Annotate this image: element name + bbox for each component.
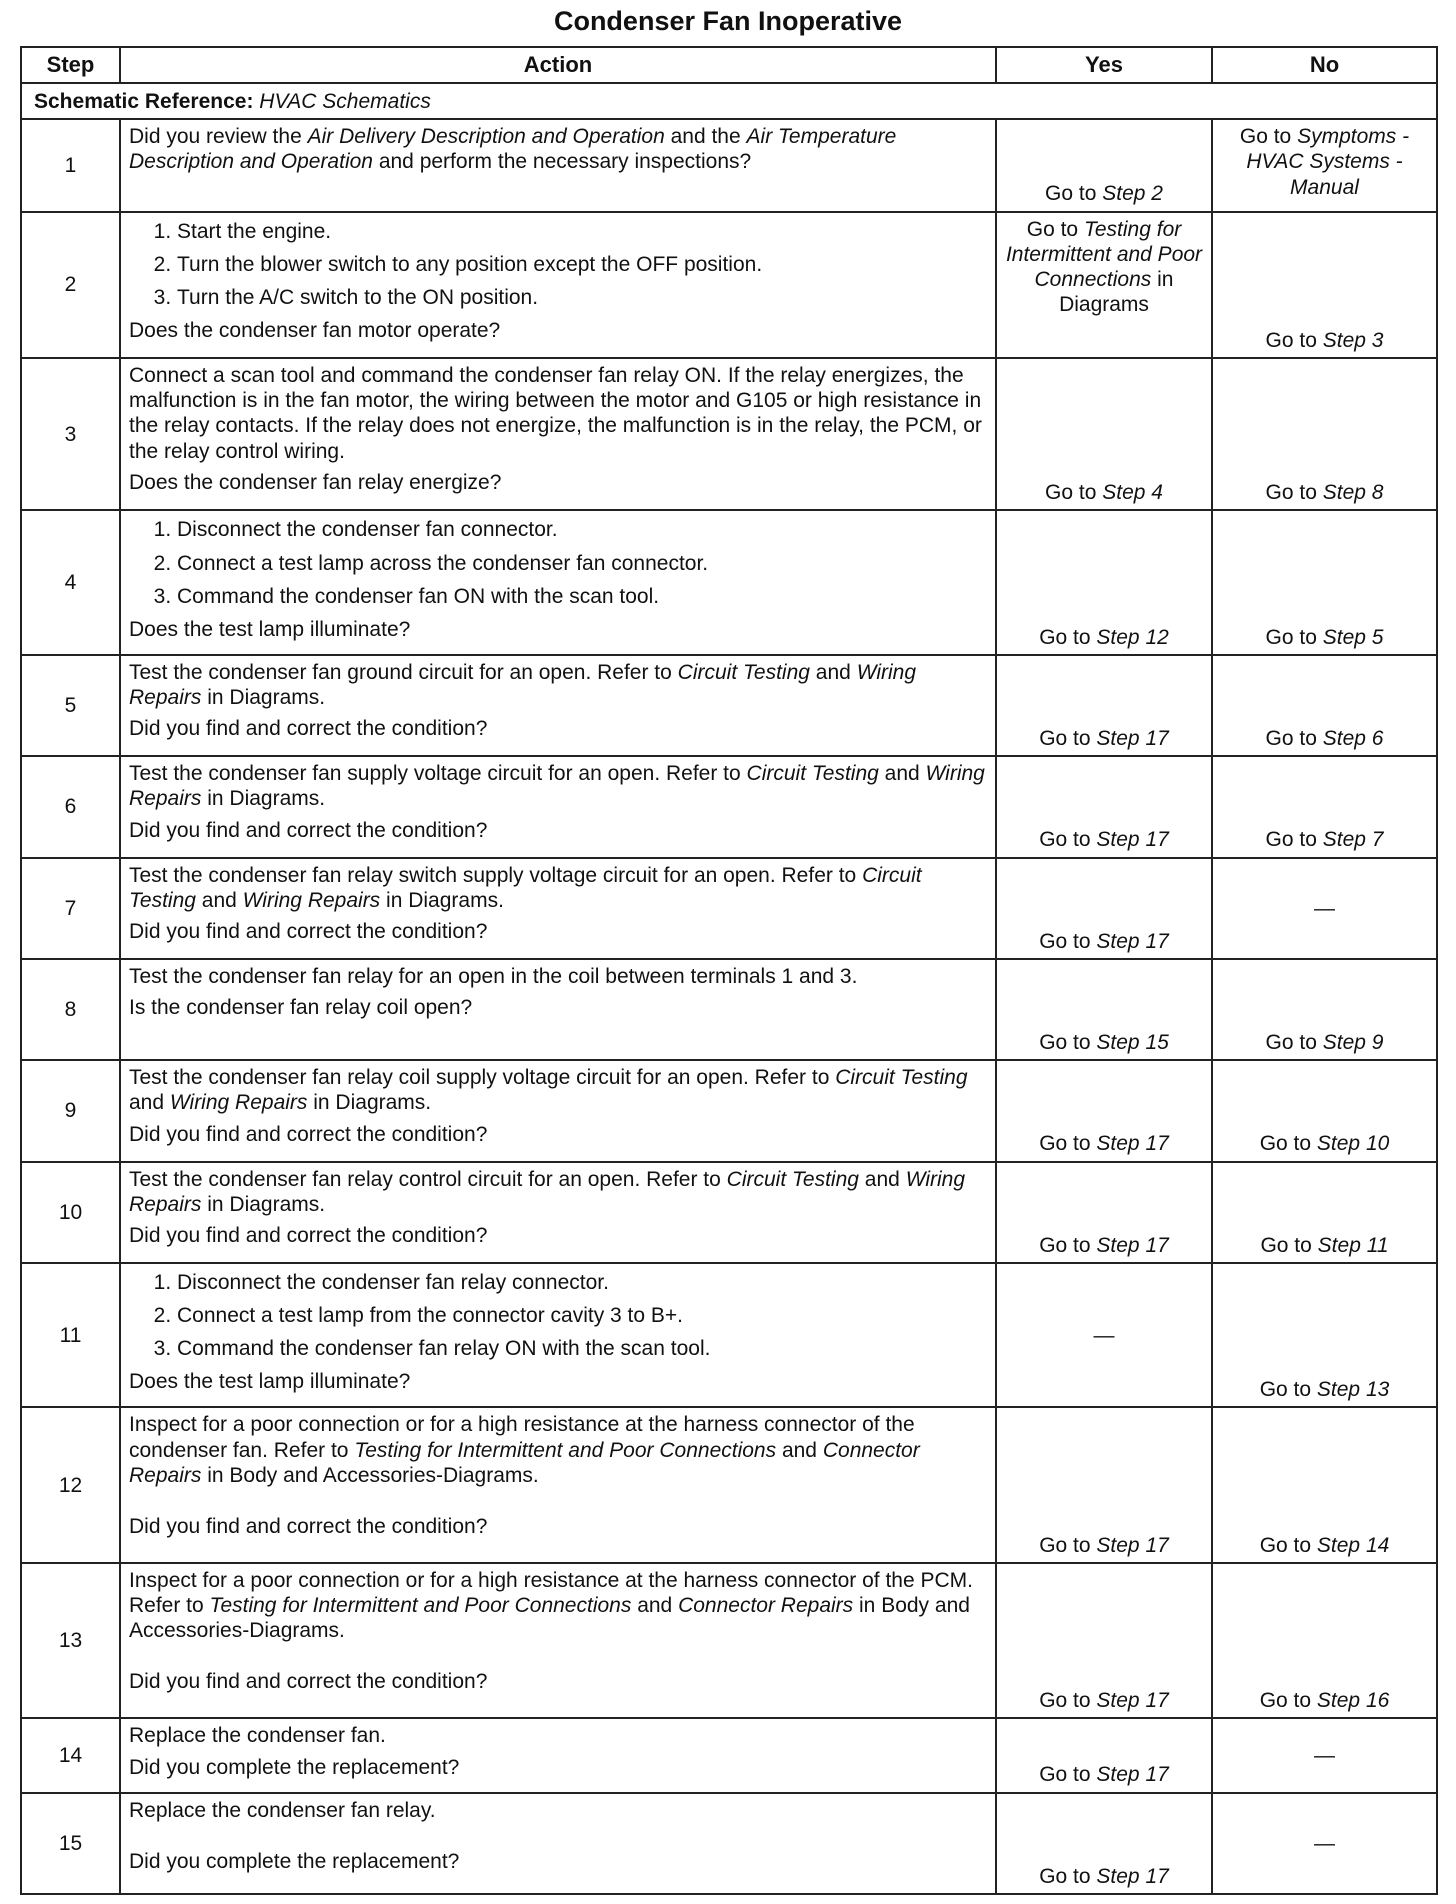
no-result bbox=[1212, 212, 1437, 358]
step-action bbox=[120, 358, 996, 510]
step-number: 10 bbox=[21, 1162, 120, 1263]
step-question: Is the condenser fan relay coil open? bbox=[129, 996, 473, 1020]
goto-text: Go to bbox=[1239, 125, 1292, 149]
step-question: Did you complete the replacement? bbox=[129, 1849, 460, 1873]
step-number: 13 bbox=[21, 1563, 120, 1719]
reference-link[interactable]: Testing for Intermittent and Poor Connections bbox=[209, 1594, 632, 1618]
step-question: Did you find and correct the condition? bbox=[129, 1223, 488, 1247]
no-result bbox=[1212, 1563, 1437, 1719]
action-text: Replace the condenser fan relay. bbox=[129, 1798, 436, 1822]
yes-result bbox=[996, 510, 1212, 654]
header-row bbox=[21, 47, 1437, 83]
step-number: 15 bbox=[21, 1793, 120, 1894]
step-action bbox=[120, 858, 996, 959]
yes-result bbox=[996, 1718, 1212, 1792]
action-text: Test the condenser fan relay control circuit for an open. Refer to Circuit Testing and Wiring Repairs in Diagrams. bbox=[129, 1167, 966, 1216]
goto-step-link[interactable]: Step 17 bbox=[1096, 828, 1169, 852]
goto-text: Go to bbox=[1265, 328, 1317, 352]
step-action bbox=[120, 959, 996, 1060]
goto-text: Go to bbox=[1039, 1763, 1091, 1787]
table-row bbox=[21, 959, 1437, 1060]
action-text: and the bbox=[670, 125, 741, 149]
step-question: Does the condenser fan motor operate? bbox=[129, 319, 501, 343]
reference-link[interactable]: Wiring Repairs bbox=[129, 762, 985, 811]
no-result bbox=[1212, 1162, 1437, 1263]
step-number: 5 bbox=[21, 655, 120, 756]
list-item: 1. Disconnect the condenser fan relay connector. bbox=[177, 1270, 987, 1295]
list-item: 1. Start the engine. bbox=[177, 219, 987, 244]
step-action bbox=[120, 212, 996, 358]
schematic-label: Schematic Reference: bbox=[34, 89, 254, 113]
goto-text: Go to bbox=[1039, 1689, 1091, 1713]
reference-link[interactable]: Connector Repairs bbox=[678, 1594, 854, 1618]
goto-step-link[interactable]: Step 17 bbox=[1096, 1864, 1169, 1888]
goto-step-link[interactable]: Step 9 bbox=[1322, 1031, 1384, 1055]
goto-step-link[interactable]: Step 2 bbox=[1102, 182, 1163, 206]
list-item: 2. Turn the blower switch to any position except the OFF position. bbox=[177, 252, 987, 277]
goto-step-link[interactable]: Step 15 bbox=[1096, 1031, 1169, 1055]
instruction-list bbox=[129, 219, 987, 311]
goto-text: Go to bbox=[1039, 727, 1091, 751]
goto-step-link[interactable]: Step 5 bbox=[1322, 625, 1384, 649]
step-action bbox=[120, 1263, 996, 1407]
table-row bbox=[21, 1060, 1437, 1161]
yes-result bbox=[996, 1563, 1212, 1719]
yes-result bbox=[996, 1162, 1212, 1263]
action-text: Connect a scan tool and command the condenser fan relay ON. If the relay energizes, the malfunction is in the fan motor, the wiring between the motor and G105 or high resistance in the relay contacts. If the relay does not energize, the malfunction is in the relay, the PCM, or the relay control wiring. bbox=[129, 363, 982, 463]
reference-link[interactable]: Wiring Repairs bbox=[242, 888, 381, 912]
action-text: and perform the necessary inspections? bbox=[378, 150, 752, 174]
no-result bbox=[1212, 510, 1437, 654]
table-row bbox=[21, 212, 1437, 358]
step-number: 6 bbox=[21, 756, 120, 857]
yes-result bbox=[996, 1060, 1212, 1161]
no-result bbox=[1212, 119, 1437, 211]
schematic-reference bbox=[21, 83, 1437, 119]
no-result bbox=[1212, 358, 1437, 510]
reference-link[interactable]: Wiring Repairs bbox=[169, 1091, 308, 1115]
goto-text: Go to bbox=[1265, 1031, 1317, 1055]
yes-result: — bbox=[996, 1263, 1212, 1407]
step-action bbox=[120, 1718, 996, 1792]
page-title: Condenser Fan Inoperative bbox=[553, 6, 903, 36]
step-question: Did you complete the replacement? bbox=[129, 1755, 460, 1779]
step-question: Did you find and correct the condition? bbox=[129, 818, 488, 842]
action-text: Did you review the bbox=[129, 125, 302, 149]
no-result bbox=[1212, 655, 1437, 756]
no-result bbox=[1212, 1263, 1437, 1407]
step-action bbox=[120, 1563, 996, 1719]
yes-result bbox=[996, 212, 1212, 358]
reference-link[interactable]: Air Delivery Description and Operation bbox=[307, 125, 665, 149]
table-row bbox=[21, 119, 1437, 211]
step-action bbox=[120, 1407, 996, 1563]
no-result bbox=[1212, 959, 1437, 1060]
step-question: Did you find and correct the condition? bbox=[129, 1122, 488, 1146]
step-question: Did you find and correct the condition? bbox=[129, 1670, 488, 1694]
no-result bbox=[1212, 1060, 1437, 1161]
action-text: Test the condenser fan relay coil supply voltage circuit for an open. Refer to Circuit Testing and Wiring Repairs in Diagrams. bbox=[129, 1066, 968, 1115]
step-question: Did you find and correct the condition? bbox=[129, 919, 488, 943]
goto-step-link[interactable]: Step 17 bbox=[1096, 1763, 1169, 1787]
goto-step-link[interactable]: Step 17 bbox=[1096, 1533, 1169, 1557]
goto-text: Go to bbox=[1039, 929, 1091, 953]
table-row bbox=[21, 756, 1437, 857]
step-number: 8 bbox=[21, 959, 120, 1060]
goto-step-link[interactable]: Step 8 bbox=[1322, 481, 1384, 505]
list-item: 1. Disconnect the condenser fan connector. bbox=[177, 517, 987, 542]
no-result bbox=[1212, 1407, 1437, 1563]
table-row bbox=[21, 1718, 1437, 1792]
yes-result bbox=[996, 119, 1212, 211]
yes-result bbox=[996, 756, 1212, 857]
no-result: — bbox=[1212, 1793, 1437, 1894]
goto-text: Go to bbox=[1039, 1031, 1091, 1055]
goto-step-link[interactable]: Step 4 bbox=[1102, 481, 1163, 505]
goto-text: Go to bbox=[1265, 828, 1317, 852]
step-action bbox=[120, 1060, 996, 1161]
step-number: 14 bbox=[21, 1718, 120, 1792]
action-text: Inspect for a poor connection or for a high resistance at the harness connector of the PCM. Refer to Testing for Intermittent and Poor Connections and Connector Repairs in Body and Accessories-Diagrams. bbox=[129, 1568, 973, 1643]
goto-text: Go to bbox=[1265, 625, 1317, 649]
goto-text: Go to bbox=[1039, 1132, 1091, 1156]
list-item: 3. Command the condenser fan relay ON with the scan tool. bbox=[177, 1336, 987, 1361]
reference-link[interactable]: Circuit Testing bbox=[746, 762, 879, 786]
goto-step-link[interactable]: Step 17 bbox=[1096, 1233, 1169, 1257]
goto-step-link[interactable]: Step 6 bbox=[1322, 727, 1384, 751]
step-action bbox=[120, 510, 996, 654]
schematic-link[interactable]: HVAC Schematics bbox=[259, 89, 431, 113]
yes-result bbox=[996, 358, 1212, 510]
goto-text: Go to bbox=[1259, 1533, 1312, 1557]
table-row bbox=[21, 358, 1437, 510]
goto-text: Go to bbox=[1026, 217, 1079, 241]
goto-step-link[interactable]: Step 7 bbox=[1322, 828, 1384, 852]
step-question: Did you find and correct the condition? bbox=[129, 1514, 488, 1538]
table-row bbox=[21, 1407, 1437, 1563]
yes-result bbox=[996, 1407, 1212, 1563]
goto-text: Go to bbox=[1265, 481, 1317, 505]
step-action bbox=[120, 1793, 996, 1894]
reference-link[interactable]: Testing for Intermittent and Poor Connections bbox=[354, 1438, 777, 1462]
goto-step-link[interactable]: Step 17 bbox=[1096, 1689, 1169, 1713]
goto-text: Go to bbox=[1039, 1233, 1091, 1257]
step-action bbox=[120, 756, 996, 857]
table-row bbox=[21, 1263, 1437, 1407]
table-row bbox=[21, 1563, 1437, 1719]
header-action: Action bbox=[120, 47, 996, 83]
goto-text: Go to bbox=[1045, 481, 1097, 505]
header-yes: Yes bbox=[996, 47, 1212, 83]
reference-link[interactable]: Testing for Intermittent and Poor Connections bbox=[1005, 217, 1203, 291]
goto-text: Go to bbox=[1259, 1132, 1312, 1156]
reference-link[interactable]: Circuit Testing bbox=[129, 863, 922, 912]
table-row bbox=[21, 1162, 1437, 1263]
step-action bbox=[120, 655, 996, 756]
step-number: 3 bbox=[21, 358, 120, 510]
yes-result bbox=[996, 655, 1212, 756]
no-result: — bbox=[1212, 1718, 1437, 1792]
goto-step-link[interactable]: Step 11 bbox=[1317, 1233, 1389, 1257]
reference-link[interactable]: Wiring Repairs bbox=[129, 660, 917, 710]
list-item: 2. Connect a test lamp across the condenser fan connector. bbox=[177, 551, 987, 576]
reference-link[interactable]: Connector Repairs bbox=[129, 1438, 920, 1487]
goto-text: Go to bbox=[1265, 727, 1317, 751]
table-row bbox=[21, 1793, 1437, 1894]
reference-link[interactable]: Wiring Repairs bbox=[129, 1167, 966, 1216]
goto-step-link[interactable]: Step 12 bbox=[1096, 625, 1169, 649]
step-number: 7 bbox=[21, 858, 120, 959]
goto-text: Go to bbox=[1039, 1864, 1091, 1888]
step-number: 9 bbox=[21, 1060, 120, 1161]
step-question: Does the condenser fan relay energize? bbox=[129, 470, 502, 494]
header-step: Step bbox=[21, 47, 120, 83]
reference-link[interactable]: Circuit Testing bbox=[677, 660, 810, 684]
table-row bbox=[21, 510, 1437, 654]
goto-step-link[interactable]: Step 17 bbox=[1096, 929, 1169, 953]
reference-link[interactable]: Circuit Testing bbox=[726, 1167, 859, 1191]
yes-result bbox=[996, 959, 1212, 1060]
no-result bbox=[1212, 756, 1437, 857]
goto-text: Go to bbox=[1039, 625, 1091, 649]
step-number: 1 bbox=[21, 119, 120, 211]
action-text: Test the condenser fan supply voltage circuit for an open. Refer to Circuit Testing and Wiring Repairs in Diagrams. bbox=[129, 762, 985, 811]
goto-step-link[interactable]: Step 13 bbox=[1316, 1378, 1390, 1402]
list-item: 3. Command the condenser fan ON with the scan tool. bbox=[177, 584, 987, 609]
goto-step-link[interactable]: Step 17 bbox=[1096, 727, 1169, 751]
step-question: Does the test lamp illuminate? bbox=[129, 1370, 411, 1394]
reference-link[interactable]: Circuit Testing bbox=[835, 1066, 968, 1090]
goto-text: Go to bbox=[1039, 828, 1091, 852]
step-action bbox=[120, 119, 996, 211]
reference-link[interactable]: Symptoms - HVAC Systems - Manual bbox=[1246, 125, 1410, 199]
action-text: Test the condenser fan ground circuit for an open. Refer to Circuit Testing and Wiring Repairs in Diagrams. bbox=[129, 660, 917, 710]
header-no: No bbox=[1212, 47, 1437, 83]
instruction-list bbox=[129, 517, 987, 609]
goto-text: Go to bbox=[1259, 1689, 1312, 1713]
list-item: 2. Connect a test lamp from the connector cavity 3 to B+. bbox=[177, 1303, 987, 1328]
table-row bbox=[21, 858, 1437, 959]
goto-step-link[interactable]: Step 17 bbox=[1096, 1132, 1169, 1156]
instruction-list bbox=[129, 1270, 987, 1362]
step-question: Does the test lamp illuminate? bbox=[129, 618, 411, 642]
action-text: Replace the condenser fan. bbox=[129, 1724, 386, 1748]
goto-text: Go to bbox=[1260, 1233, 1312, 1257]
goto-text: Go to bbox=[1045, 182, 1097, 206]
action-text: Test the condenser fan relay switch supply voltage circuit for an open. Refer to Circuit Testing and Wiring Repairs in Diagrams. bbox=[129, 863, 922, 912]
step-number: 2 bbox=[21, 212, 120, 358]
step-number: 4 bbox=[21, 510, 120, 654]
step-action bbox=[120, 1162, 996, 1263]
yes-result bbox=[996, 1793, 1212, 1894]
schematic-row bbox=[21, 83, 1437, 119]
goto-step-link[interactable]: Step 3 bbox=[1322, 328, 1384, 352]
step-number: 12 bbox=[21, 1407, 120, 1563]
goto-step-link[interactable]: Step 16 bbox=[1316, 1689, 1390, 1713]
goto-step-link[interactable]: Step 10 bbox=[1316, 1132, 1390, 1156]
action-text: Test the condenser fan relay for an open in the coil between terminals 1 and 3. bbox=[129, 964, 858, 988]
yes-result bbox=[996, 858, 1212, 959]
goto-text: Go to bbox=[1259, 1378, 1312, 1402]
list-item: 3. Turn the A/C switch to the ON position. bbox=[177, 285, 987, 310]
goto-text: Go to bbox=[1039, 1533, 1091, 1557]
goto-step-link[interactable]: Step 14 bbox=[1316, 1533, 1390, 1557]
step-number: 11 bbox=[21, 1263, 120, 1407]
diagnostic-table bbox=[20, 46, 1438, 1895]
reference-link[interactable]: Air Temperature Description and Operation bbox=[129, 125, 897, 174]
goto-text: in Diagrams bbox=[1059, 267, 1174, 317]
table-row bbox=[21, 655, 1437, 756]
step-question: Did you find and correct the condition? bbox=[129, 717, 488, 741]
no-result: — bbox=[1212, 858, 1437, 959]
action-text: Inspect for a poor connection or for a high resistance at the harness connector of the condenser fan. Refer to Testing for Intermittent and Poor Connections and Connector Repairs in Body and Accessories-Diagrams. bbox=[129, 1413, 920, 1487]
